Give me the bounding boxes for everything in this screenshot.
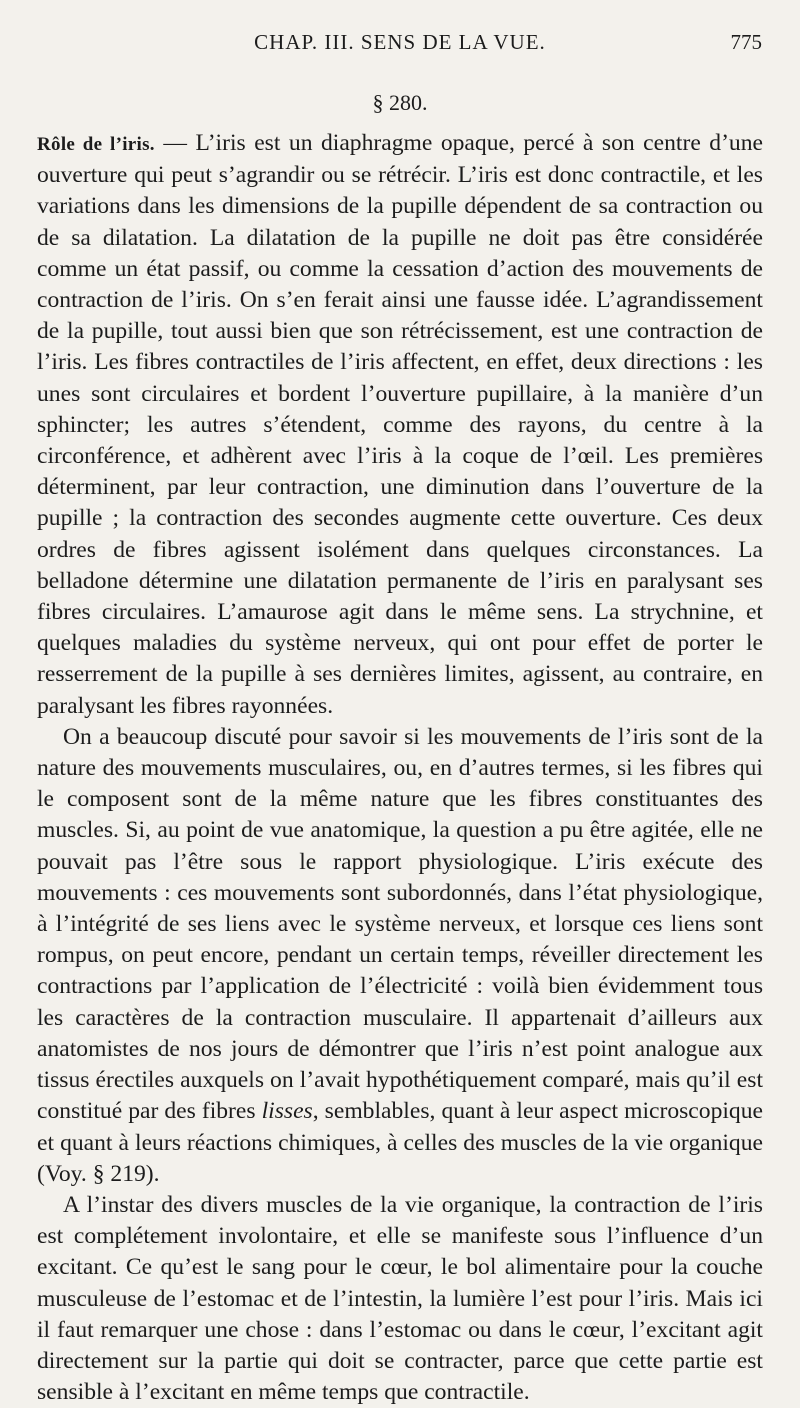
page-header (0, 30, 800, 64)
paragraph-2-italic: lisses (261, 1098, 313, 1125)
paragraph-3-text: A l’instar des divers muscles de la vie organique, la contraction de l’iris est complétement involontaire, et elle se manifeste sous l’influence d’un excitant. Ce qu’est le sang pour le cœur, le bol alimentaire pour la couche musculeuse de l’estomac et de l’intestin, la lumière l’est pour l’iris. Mais ici il faut remarquer une chose : dans l’estomac ou dans le cœur, l’excitant agit directement sur la partie qui doit se contracter, parce que cette partie est sensible à l’excitant en même temps que contractile. (37, 1191, 763, 1406)
paragraph-1 (37, 128, 763, 722)
body-text (37, 128, 763, 1408)
page-number: 775 (730, 30, 762, 54)
paragraph-3 (37, 1190, 763, 1408)
paragraph-heading: Rôle de l’iris. (37, 134, 155, 155)
paragraph-2 (37, 722, 763, 1190)
paragraph-2-text-before: On a beaucoup discuté pour savoir si les mouvements de l’iris sont de la nature des mouvements musculaires, ou, en d’autres termes, si les fibres qui le composent sont de la même nature que les fibres constituantes des muscles. Si, au point de vue anatomique, la question a pu être agitée, elle ne pouvait pas l’être sous le rapport physiologique. L’iris exécute des mouvements : ces mouvements sont subordonnés, dans l’état physiologique, à l’intégrité de ses liens avec le système nerveux, et lorsque ces liens sont rompus, on peut encore, pendant un certain temps, réveiller directement les contractions par l’application de l’électricité : voilà bien évidemment tous les caractères de la contraction musculaire. Il appartenait d’ailleurs aux anatomistes de nos jours de démontrer que l’iris n’est point analogue aux tissus érectiles auxquels on l’avait hypothétiquement comparé, mais qu’il est constitué par des fibres (37, 723, 763, 1125)
section-number: § 280. (372, 90, 428, 115)
paragraph-1-text: — L’iris est un diaphragme opaque, percé à son centre d’une ouverture qui peut s’agrandir ou se rétrécir. L’iris est donc contractile, et les variations dans les dimensions de la pupille dépendent de sa contraction ou de sa dilatation. La dilatation de la pupille ne doit pas être considérée comme un état passif, ou comme la cessation d’action des mouvements de contraction de l’iris. On s’en ferait ainsi une fausse idée. L’agrandissement de la pupille, tout aussi bien que son rétrécissement, est une contraction de l’iris. Les fibres contractiles de l’iris affectent, en effet, deux directions : les unes sont circulaires et bordent l’ouverture pupillaire, à la manière d’un sphincter; les autres s’étendent, comme des rayons, du centre à la circonférence, et adhèrent avec l’iris à la coque de l’œil. Les premières déterminent, par leur contraction, une diminution dans l’ouverture de la pupille ; la contraction des secondes augmente cette ouverture. Ces deux ordres de fibres agissent isolément dans quelques circonstances. La belladone détermine une dilatation permanente de l’iris en paralysant ses fibres circulaires. L’amaurose agit dans le même sens. La strychnine, et quelques maladies du système nerveux, qui ont pour effet de porter le resserrement de la pupille à ses dernières limites, agissent, au contraire, en paralysant les fibres rayonnées. (37, 130, 763, 719)
paragraph-2-text-after: , semblables, quant à leur aspect microscopique et quant à leurs réactions chimiques, à celles des muscles de la vie organique (Voy. § 219). (37, 1098, 763, 1187)
running-title: CHAP. III. SENS DE LA VUE. (254, 30, 546, 54)
